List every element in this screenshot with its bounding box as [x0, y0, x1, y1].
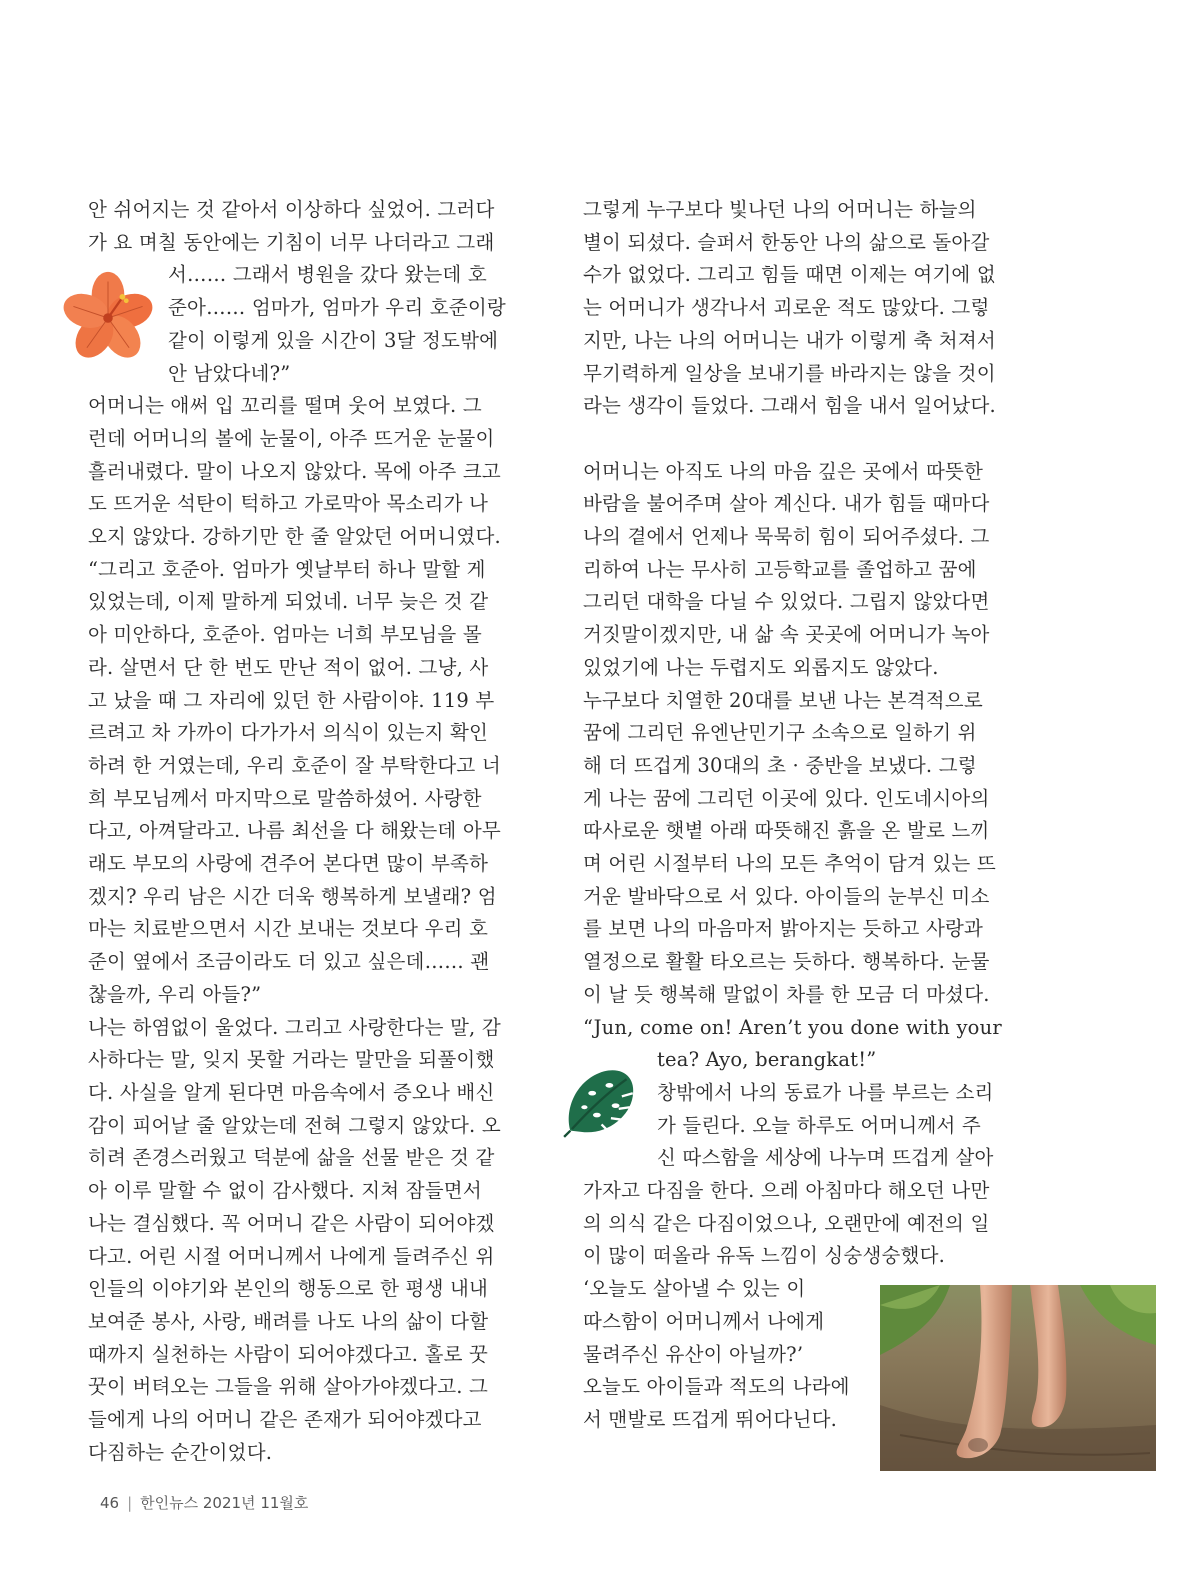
barefoot-walking-photo	[880, 1285, 1156, 1471]
text-line: 는 어머니가 생각나서 괴로운 적도 많았다. 그렇	[583, 296, 990, 320]
text-line: 오늘도 아이들과 적도의 나라에	[583, 1375, 850, 1399]
text-line: 거짓말이겠지만, 내 삶 속 곳곳에 어머니가 녹아	[583, 623, 990, 647]
text-line: 래도 부모의 사랑에 견주어 본다면 많이 부족하	[88, 852, 489, 876]
text-line: 다고, 아껴달라고. 나름 최선을 다 해왔는데 아무	[88, 819, 501, 843]
text-line: 보여준 봉사, 사랑, 배려를 나도 나의 삶이 다할	[88, 1309, 489, 1333]
text-line: 수가 없었다. 그리고 힘들 때면 이제는 여기에 없	[583, 263, 996, 287]
page-footer	[100, 1492, 308, 1513]
text-line: 때까지 실천하는 사람이 되어야겠다고. 홀로 꿋	[88, 1342, 489, 1366]
text-line: 르려고 차 가까이 다가가서 의식이 있는지 확인	[88, 721, 489, 745]
text-line: 꿋이 버텨오는 그들을 위해 살아가야겠다고. 그	[88, 1375, 489, 1399]
text-line: 누구보다 치열한 20대를 보낸 나는 본격적으로	[583, 688, 983, 712]
text-line: 꿈에 그리던 유엔난민기구 소속으로 일하기 위	[583, 721, 977, 745]
text-line: 있었기에 나는 두렵지도 외롭지도 않았다.	[583, 655, 939, 679]
left-text-column	[88, 194, 534, 1469]
text-line: 무기력하게 일상을 보내기를 바라지는 않을 것이	[583, 361, 996, 385]
text-line: 아 미안하다, 호준아. 엄마는 너희 부모님을 몰	[88, 623, 482, 647]
text-line: 같이 이렇게 있을 시간이 3달 정도밖에	[168, 328, 499, 352]
text-line: 오지 않았다. 강하기만 한 줄 알았던 어머니였다.	[88, 525, 501, 549]
text-line: 그리던 대학을 다닐 수 있었다. 그립지 않았다면	[583, 590, 990, 614]
text-line: 창밖에서 나의 동료가 나를 부르는 소리	[657, 1080, 994, 1104]
text-line: 신 따스함을 세상에 나누며 뜨겁게 살아	[657, 1146, 994, 1170]
text-line: 준아…… 엄마가, 엄마가 우리 호준이랑	[168, 296, 506, 320]
text-line: 도 뜨거운 석탄이 턱하고 가로막아 목소리가 나	[88, 492, 489, 516]
text-line: 며 어린 시절부터 나의 모든 추억이 담겨 있는 뜨	[583, 852, 996, 876]
text-line: 안 남았다네?”	[168, 361, 291, 385]
footer-separator: |	[127, 1494, 133, 1512]
text-line: 어머니는 애써 입 꼬리를 떨며 웃어 보였다. 그	[88, 394, 482, 418]
text-line: 나의 곁에서 언제나 묵묵히 힘이 되어주셨다. 그	[583, 525, 990, 549]
text-line: 라. 살면서 단 한 번도 만난 적이 없어. 그냥, 사	[88, 655, 489, 679]
text-line: 있었는데, 이제 말하게 되었네. 너무 늦은 것 같	[88, 590, 489, 614]
right-text-column	[583, 194, 1027, 1437]
text-line: 따스함이 어머니께서 나에게	[583, 1309, 825, 1333]
text-line: 어머니는 아직도 나의 마음 깊은 곳에서 따뜻한	[583, 459, 984, 483]
text-line: 바람을 불어주며 살아 계신다. 내가 힘들 때마다	[583, 492, 990, 516]
text-line: 서…… 그래서 병원을 갔다 왔는데 호	[168, 263, 487, 287]
text-line: 나는 결심했다. 꼭 어머니 같은 사람이 되어야겠	[88, 1211, 495, 1235]
text-line: 겠지? 우리 남은 시간 더욱 행복하게 보낼래? 엄	[88, 884, 497, 908]
text-line: 가 요 며칠 동안에는 기침이 너무 나더라고 그래	[88, 230, 495, 254]
page-number: 46	[100, 1494, 120, 1512]
text-line: 그렇게 누구보다 빛나던 나의 어머니는 하늘의	[583, 198, 977, 221]
text-line: 나는 하염없이 울었다. 그리고 사랑한다는 말, 감	[88, 1015, 501, 1039]
text-line: 를 보면 나의 마음마저 밝아지는 듯하고 사랑과	[583, 917, 984, 941]
text-line: 찮을까, 우리 아들?”	[88, 982, 262, 1006]
text-line: 히려 존경스러웠고 덕분에 삶을 선물 받은 것 같	[88, 1146, 495, 1170]
text-line: 희 부모님께서 마지막으로 말씀하셨어. 사랑한	[88, 786, 482, 810]
publication-info: 한인뉴스 2021년 11월호	[140, 1494, 309, 1512]
text-line: 사하다는 말, 잊지 못할 거라는 말만을 되풀이했	[88, 1048, 495, 1072]
text-line: “그리고 호준아. 엄마가 옛날부터 하나 말할 게	[88, 557, 486, 581]
text-line: 다고. 어린 시절 어머니께서 나에게 들려주신 위	[88, 1244, 495, 1268]
paragraph-gap	[583, 423, 1027, 456]
text-line: 가자고 다짐을 한다. 으레 아침마다 해오던 나만	[583, 1179, 990, 1203]
text-line: 물려주신 유산이 아닐까?’	[583, 1342, 804, 1366]
text-line: 흘러내렸다. 말이 나오지 않았다. 목에 아주 크고	[88, 459, 501, 483]
text-line: 이 많이 떠올라 유독 느낌이 싱숭생숭했다.	[583, 1244, 946, 1268]
text-line: 게 나는 꿈에 그리던 이곳에 있다. 인도네시아의	[583, 786, 990, 810]
text-line: 하려 한 거였는데, 우리 호준이 잘 부탁한다고 너	[88, 753, 501, 777]
text-line: 이 날 듯 행복해 말없이 차를 한 모금 더 마셨다.	[583, 982, 990, 1006]
text-line: 별이 되셨다. 슬퍼서 한동안 나의 삶으로 돌아갈	[583, 230, 990, 254]
text-line: ‘오늘도 살아낼 수 있는 이	[583, 1277, 806, 1301]
text-line: 런데 어머니의 볼에 눈물이, 아주 뜨거운 눈물이	[88, 426, 495, 450]
text-line: 감이 피어날 줄 알았는데 전혀 그렇지 않았다. 오	[88, 1113, 501, 1137]
text-line: “Jun, come on! Aren’t you done with your	[583, 1015, 1002, 1039]
text-line: 의 의식 같은 다짐이었으나, 오랜만에 예전의 일	[583, 1211, 990, 1235]
text-line: 준이 옆에서 조금이라도 더 있고 싶은데…… 괜	[88, 950, 490, 974]
text-line: 다짐하는 순간이었다.	[88, 1440, 273, 1464]
text-line: 안 쉬어지는 것 같아서 이상하다 싶었어. 그러다	[88, 198, 495, 221]
text-line: 해 더 뜨겁게 30대의 초 · 중반을 보냈다. 그렇	[583, 753, 977, 777]
text-line: 따사로운 햇볕 아래 따뜻해진 흙을 온 발로 느끼	[583, 819, 990, 843]
text-line: 인들의 이야기와 본인의 행동으로 한 평생 내내	[88, 1277, 489, 1301]
text-line: 마는 치료받으면서 시간 보내는 것보다 우리 호	[88, 917, 489, 941]
monstera-leaf-icon	[560, 1062, 640, 1140]
text-line: 고 났을 때 그 자리에 있던 한 사람이야. 119 부	[88, 688, 495, 712]
text-line: 거운 발바닥으로 서 있다. 아이들의 눈부신 미소	[583, 884, 990, 908]
text-line: 지만, 나는 나의 어머니는 내가 이렇게 축 처져서	[583, 328, 996, 352]
text-line: 열정으로 활활 타오르는 듯하다. 행복하다. 눈물	[583, 950, 990, 974]
text-line: 아 이루 말할 수 없이 감사했다. 지쳐 잠들면서	[88, 1179, 482, 1203]
text-line: 다. 사실을 알게 된다면 마음속에서 증오나 배신	[88, 1080, 495, 1104]
text-line: 가 들린다. 오늘 하루도 어머니께서 주	[657, 1113, 981, 1137]
text-line: tea? Ayo, berangkat!”	[657, 1048, 877, 1072]
text-line: 라는 생각이 들었다. 그래서 힘을 내서 일어났다.	[583, 394, 996, 418]
text-line: 들에게 나의 어머니 같은 존재가 되어야겠다고	[88, 1408, 482, 1432]
text-line: 서 맨발로 뜨겁게 뛰어다닌다.	[583, 1408, 838, 1431]
text-line: 리하여 나는 무사히 고등학교를 졸업하고 꿈에	[583, 557, 977, 581]
